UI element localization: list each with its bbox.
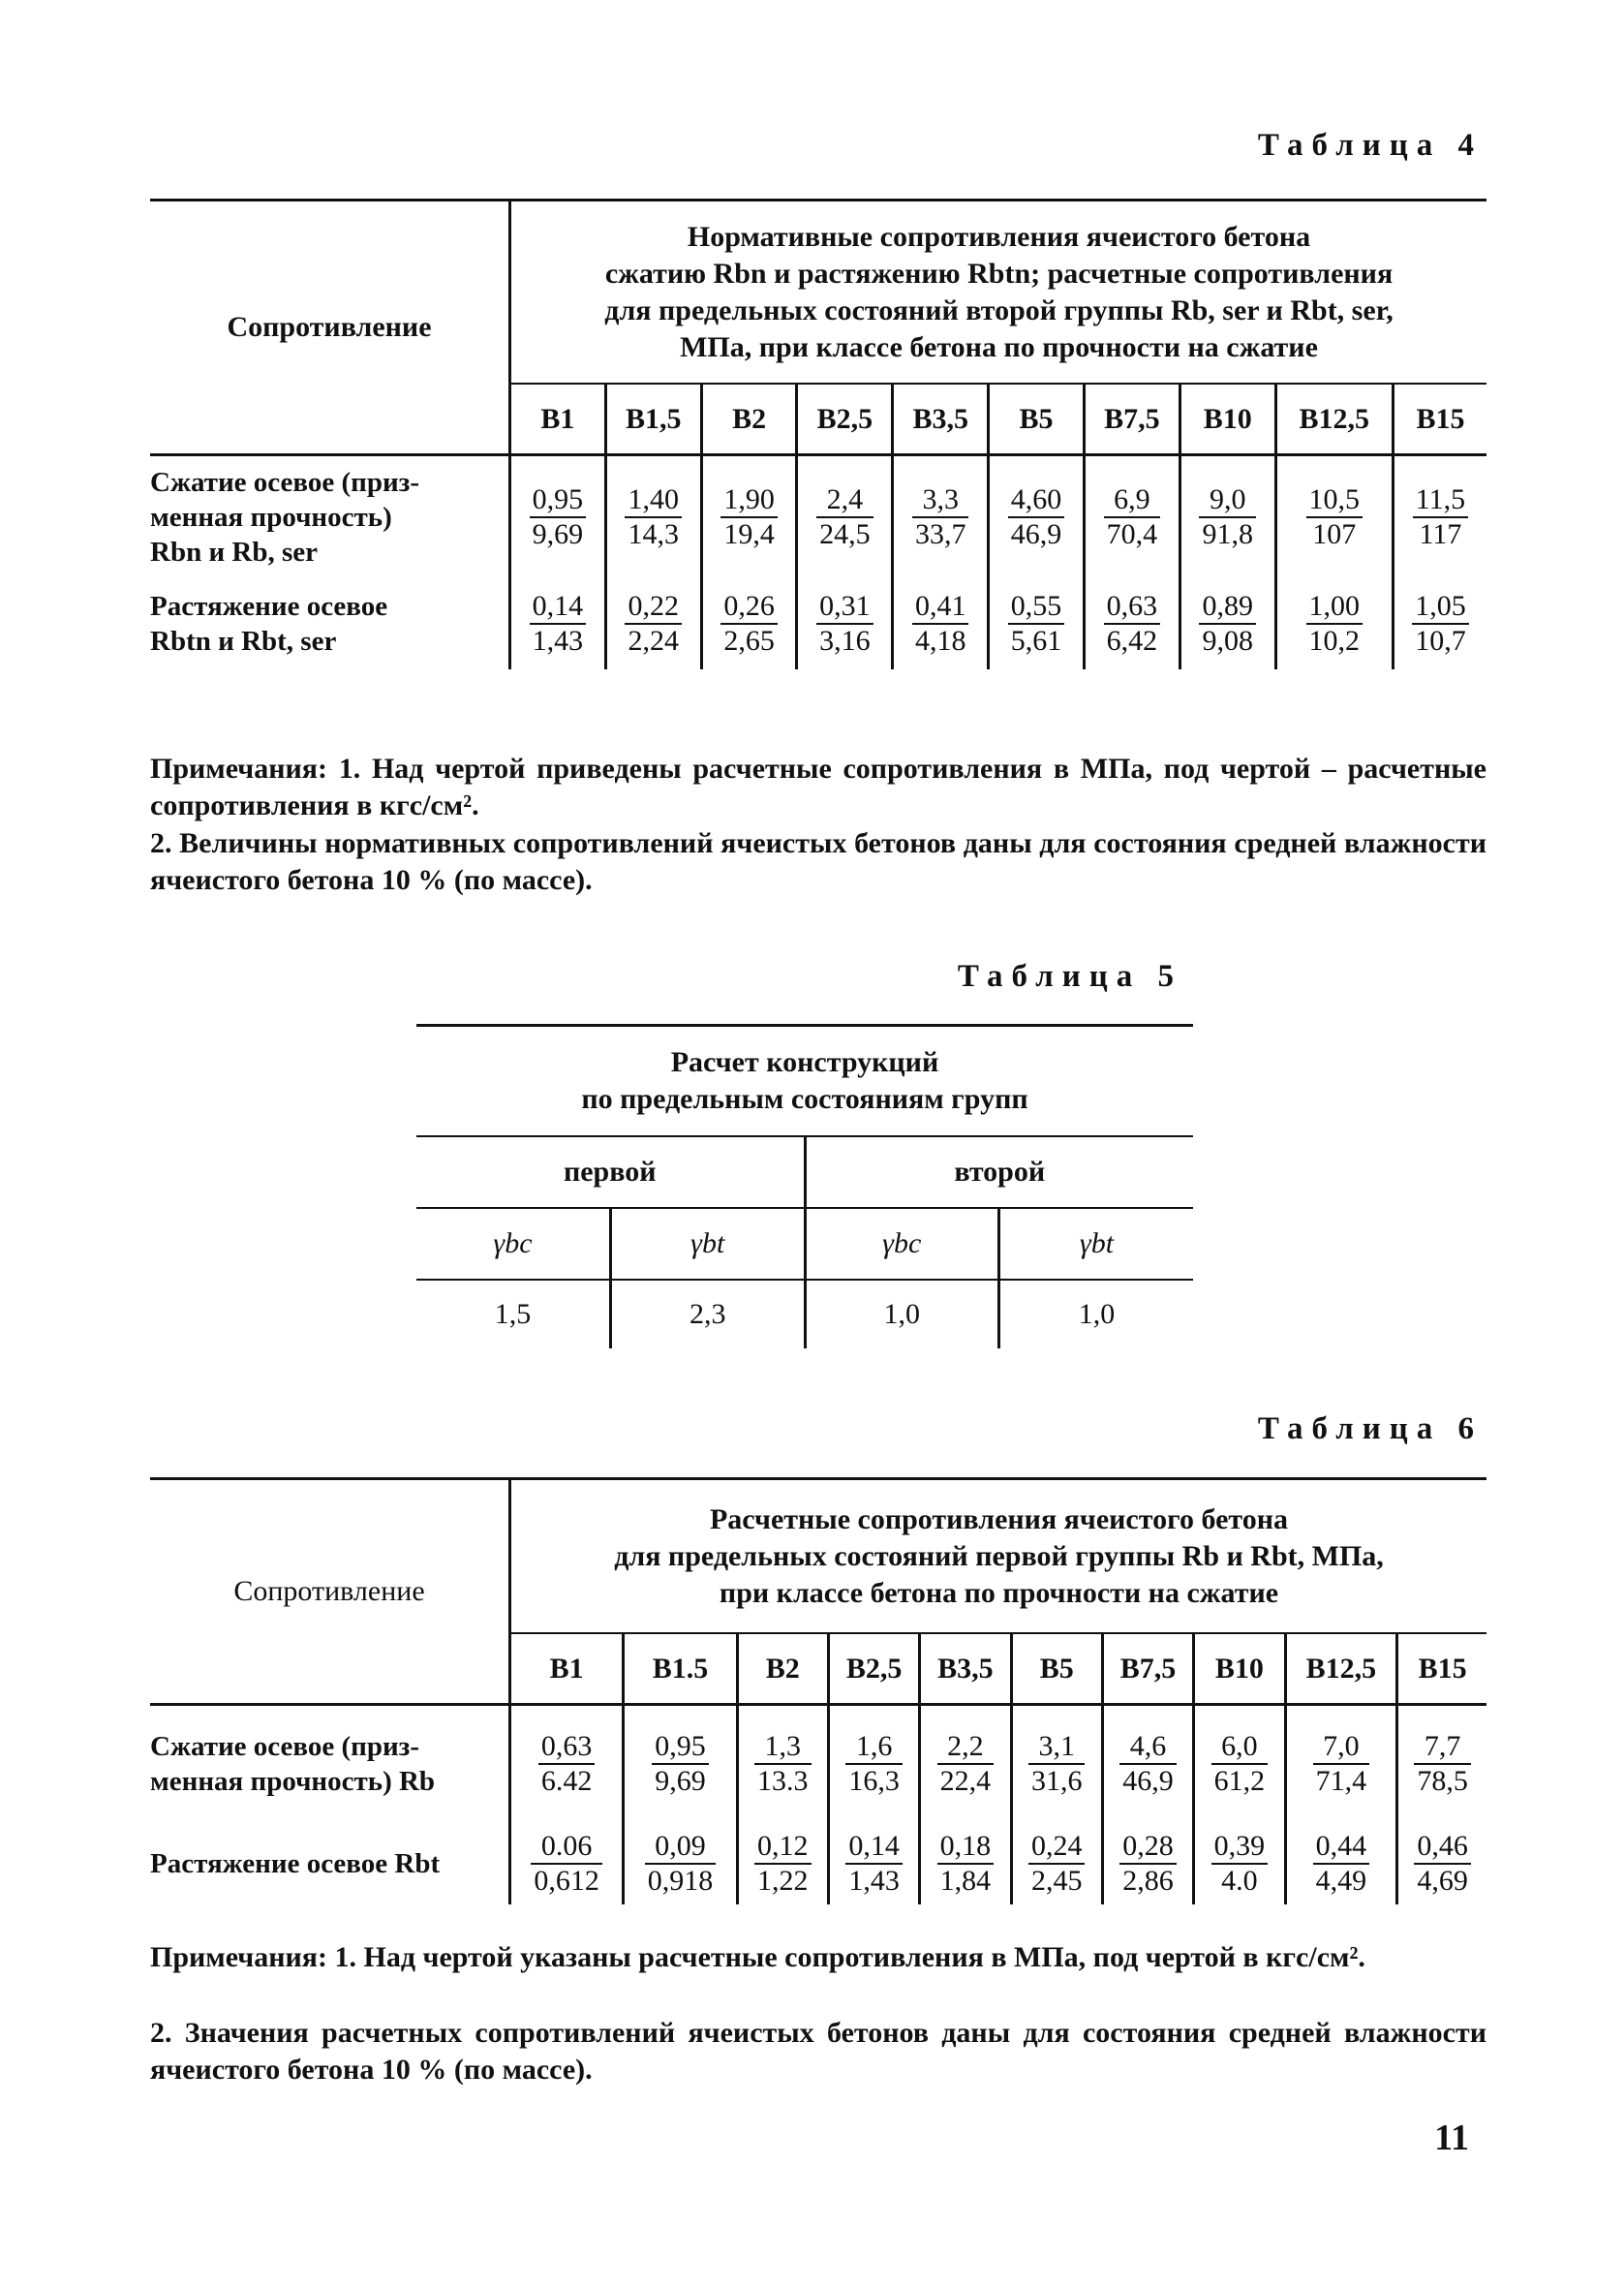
table4-value-cell — [1180, 577, 1275, 669]
table4-value-cell — [893, 577, 989, 669]
table4-fraction — [1199, 483, 1256, 551]
table4-value-kgf: 5,61 — [1010, 624, 1062, 657]
table5-group-first: первой — [563, 1156, 657, 1188]
table6-class-header: B5 — [1011, 1633, 1102, 1704]
table6-value-mpa: 0,39 — [1211, 1830, 1269, 1865]
table5-coef: γbc — [805, 1208, 999, 1280]
table6-value-cell — [1194, 1822, 1285, 1904]
table4 — [150, 199, 1486, 669]
table4-value-mpa: 0,55 — [1008, 590, 1065, 625]
table4-fraction — [1413, 483, 1468, 551]
table5-coef: γbc — [493, 1227, 533, 1259]
table4-class-header: B5 — [989, 384, 1085, 454]
table4-value-kgf: 107 — [1312, 517, 1357, 550]
table4-class-header: B2,5 — [797, 384, 893, 454]
table4-value-mpa: 0,22 — [625, 590, 682, 625]
table6-value-kgf: 78,5 — [1417, 1765, 1468, 1797]
table6-class-header: B12,5 — [1285, 1633, 1397, 1704]
table6-fraction — [1313, 1830, 1370, 1898]
table6-value-mpa: 6,0 — [1211, 1730, 1269, 1765]
table4-value-cell — [797, 577, 893, 669]
table6-value-cell — [1397, 1822, 1486, 1904]
table6-value-kgf: 22,4 — [939, 1765, 992, 1797]
table5-value: 2,3 — [611, 1280, 806, 1348]
table6-value-cell — [920, 1705, 1011, 1823]
table6-class-header: B15 — [1397, 1633, 1486, 1704]
table6-value-cell — [1285, 1822, 1397, 1904]
table4-value-kgf: 2,24 — [628, 624, 679, 657]
table4-value-mpa: 0,89 — [1199, 590, 1256, 625]
table5-value: 1,0 — [999, 1280, 1194, 1348]
table4-fraction — [816, 483, 873, 551]
table6-value-cell — [1285, 1705, 1397, 1823]
table6-value-kgf: 1,84 — [939, 1864, 992, 1897]
table4-value-mpa: 0,26 — [720, 590, 778, 625]
table4-value-kgf: 4,18 — [914, 624, 966, 657]
table4-row-label-line: Сжатие осевое (приз- — [150, 466, 419, 498]
table4-row-label-line: Rbtn и Rbt, ser — [150, 625, 337, 657]
table4-class-header: B2 — [701, 384, 797, 454]
table6-value-mpa: 0,14 — [845, 1830, 903, 1865]
table4-value-mpa: 9,0 — [1199, 483, 1256, 518]
table6-value-cell — [1397, 1705, 1486, 1823]
table6-class-header: B3,5 — [920, 1633, 1011, 1704]
table6-value-mpa: 4,6 — [1119, 1730, 1177, 1765]
table6-value-kgf: 0,918 — [647, 1864, 714, 1897]
table4-note-1: Примечания: 1. Над чертой приведены расчетные сопротивления в МПа, под чертой – расчетные сопротивления в кгс/см². — [150, 753, 1486, 821]
table6-value-mpa: 0.06 — [531, 1830, 602, 1865]
table4-value-kgf: 33,7 — [914, 517, 966, 550]
table6-value-kgf: 2,86 — [1122, 1864, 1174, 1897]
table6-fraction — [1414, 1730, 1471, 1798]
table6-row-header: Сопротивление — [150, 1479, 510, 1705]
table4-class-header: B15 — [1393, 384, 1486, 454]
table5 — [416, 1024, 1193, 1348]
table6-value-kgf: 4,49 — [1315, 1864, 1367, 1897]
table4-fraction — [720, 483, 778, 551]
table6-row-label-line: менная прочность) Rb — [150, 1766, 436, 1797]
table4-fraction — [816, 590, 873, 658]
table6-fraction — [538, 1730, 596, 1798]
table6-header-line: при классе бетона по прочности на сжатие — [719, 1576, 1279, 1609]
table4-value-mpa: 4,60 — [1008, 483, 1065, 518]
table6-value-cell — [510, 1822, 624, 1904]
table6-value-mpa: 0,09 — [645, 1830, 717, 1865]
table6-value-kgf: 2,45 — [1030, 1864, 1083, 1897]
table6-fraction — [754, 1830, 812, 1898]
table6-header-line: Расчетные сопротивления ячеистого бетона — [709, 1502, 1289, 1535]
table6-value-kgf: 9,69 — [655, 1765, 706, 1797]
table4-fraction — [1008, 590, 1065, 658]
table4-value-cell — [605, 455, 701, 578]
table6-value-mpa: 3,1 — [1028, 1730, 1086, 1765]
table6-value-mpa: 7,7 — [1414, 1730, 1471, 1765]
table4-value-mpa: 1,90 — [720, 483, 778, 518]
table5-value: 1,0 — [805, 1280, 999, 1348]
table6-note-2: 2. Значения расчетных сопротивлений ячеистых бетонов даны для состояния средней влажности ячеистого бетона 10 % (по массе). — [150, 2017, 1486, 2086]
table6-fraction — [1028, 1830, 1086, 1898]
table6-value-mpa: 0,63 — [538, 1730, 596, 1765]
table6-class-header: B2,5 — [828, 1633, 919, 1704]
table5-coef: γbt — [611, 1208, 806, 1280]
table6-value-kgf: 71,4 — [1315, 1765, 1367, 1797]
table6-value-kgf: 16,3 — [848, 1765, 900, 1797]
table6-class-header: B2 — [737, 1633, 828, 1704]
table4-value-cell — [701, 577, 797, 669]
table5-coef: γbt — [999, 1208, 1194, 1280]
table6-value-cell — [828, 1822, 919, 1904]
table6-value-kgf: 61,2 — [1213, 1765, 1266, 1797]
table6-value-kgf: 4.0 — [1221, 1864, 1258, 1897]
table4-fraction — [530, 590, 587, 658]
table6-value-cell — [1011, 1822, 1102, 1904]
table6-value-kgf: 6.42 — [540, 1765, 593, 1797]
table4-note-2: 2. Величины нормативных сопротивлений ячеистых бетонов даны для состояния средней влажности ячеистого бетона 10 % (по массе). — [150, 827, 1486, 896]
table6-value-mpa: 0,44 — [1313, 1830, 1370, 1865]
table6-value-cell — [737, 1705, 828, 1823]
table6-value-kgf: 1,22 — [757, 1864, 809, 1897]
table4-value-kgf: 10,2 — [1308, 624, 1361, 657]
table4-value-cell — [510, 455, 606, 578]
table6-fraction — [652, 1730, 709, 1798]
table6-value-kgf: 46,9 — [1122, 1765, 1174, 1797]
table4-value-mpa: 0,95 — [530, 483, 587, 518]
table4-row-label-line: Rbn и Rb, ser — [150, 536, 319, 568]
table4-fraction — [1008, 483, 1065, 551]
table4-value-cell — [1180, 455, 1275, 578]
table4-value-mpa: 1,05 — [1412, 590, 1469, 625]
table6-value-kgf: 1,43 — [848, 1864, 900, 1897]
table6-value-cell — [1194, 1705, 1285, 1823]
table6-row-label-line: Растяжение осевое Rbt — [150, 1847, 441, 1879]
table6-value-cell — [920, 1822, 1011, 1904]
table6-fraction — [937, 1830, 995, 1898]
table4-value-kgf: 10,7 — [1415, 624, 1466, 657]
table6-fraction — [1028, 1730, 1086, 1798]
table5-header-line: Расчет конструкций — [670, 1046, 939, 1078]
table4-value-kgf: 70,4 — [1106, 517, 1158, 550]
table6-row-label — [150, 1705, 510, 1823]
table6-caption: Таблица 6 — [1257, 1411, 1483, 1446]
table6-value-mpa: 1,3 — [754, 1730, 812, 1765]
table6-fraction — [1119, 1830, 1177, 1898]
table4-value-cell — [701, 455, 797, 578]
table4-value-kgf: 3,16 — [819, 624, 871, 657]
table6-value-cell — [624, 1822, 737, 1904]
table6-value-mpa: 7,0 — [1313, 1730, 1370, 1765]
table6-fraction — [754, 1730, 812, 1798]
table4-row-label — [150, 455, 510, 578]
table4-value-mpa: 6,9 — [1104, 483, 1161, 518]
table4-value-cell — [510, 577, 606, 669]
table6-value-mpa: 2,2 — [937, 1730, 995, 1765]
table4-fraction — [1199, 590, 1256, 658]
table4-value-cell — [1393, 577, 1486, 669]
table4-value-kgf: 24,5 — [819, 517, 871, 550]
table6-row-label — [150, 1822, 510, 1904]
table4-value-mpa: 0,41 — [912, 590, 969, 625]
table6-class-header: B10 — [1194, 1633, 1285, 1704]
table6-fraction — [1211, 1830, 1269, 1898]
table4-value-cell — [605, 577, 701, 669]
table6-fraction — [845, 1730, 903, 1798]
table6-value-cell — [1102, 1822, 1193, 1904]
table4-fraction — [1306, 590, 1364, 658]
table4-header-line: для предельных состояний второй группы Rb, ser и Rbt, ser, — [604, 294, 1394, 326]
table4-header-line: Нормативные сопротивления ячеистого бетона — [687, 220, 1311, 253]
table6-value-cell — [624, 1705, 737, 1823]
table4-value-cell — [989, 577, 1085, 669]
table4-value-mpa: 0,14 — [530, 590, 587, 625]
table6-value-mpa: 0,24 — [1028, 1830, 1086, 1865]
table4-class-header: B1 — [510, 384, 606, 454]
table4-row-label-line: Растяжение осевое — [150, 590, 388, 622]
table4-value-kgf: 9,69 — [532, 517, 584, 550]
table4-value-kgf: 1,43 — [532, 624, 584, 657]
table6-value-mpa: 0,28 — [1119, 1830, 1177, 1865]
table4-class-header: B7,5 — [1084, 384, 1180, 454]
table4-value-mpa: 10,5 — [1306, 483, 1364, 518]
table6-value-mpa: 0,12 — [754, 1830, 812, 1865]
table4-fraction — [912, 590, 969, 658]
table6-fraction — [845, 1830, 903, 1898]
table6-class-header: B1.5 — [624, 1633, 737, 1704]
table4-value-mpa: 3,3 — [912, 483, 969, 518]
table4-value-cell — [797, 455, 893, 578]
table4-value-kgf: 9,08 — [1202, 624, 1253, 657]
table6-value-kgf: 0,612 — [534, 1864, 599, 1897]
table4-value-cell — [989, 455, 1085, 578]
table4-fraction — [1412, 590, 1469, 658]
table6-fraction — [1119, 1730, 1177, 1798]
page-number: 11 — [1434, 2118, 1469, 2158]
table4-fraction — [625, 483, 682, 551]
table4-caption: Таблица 4 — [1257, 128, 1483, 163]
table6-value-kgf: 13.3 — [757, 1765, 809, 1797]
table6-value-cell — [1102, 1705, 1193, 1823]
table6-value-cell — [828, 1705, 919, 1823]
table4-class-header: B3,5 — [893, 384, 989, 454]
table6-value-mpa: 1,6 — [845, 1730, 903, 1765]
table6-value-mpa: 0,18 — [937, 1830, 995, 1865]
table6-fraction — [1414, 1830, 1471, 1898]
table4-class-header: B12,5 — [1275, 384, 1393, 454]
table4-value-kgf: 91,8 — [1202, 517, 1253, 550]
table4-value-mpa: 2,4 — [816, 483, 873, 518]
table4-value-mpa: 0,63 — [1104, 590, 1161, 625]
table4-value-kgf: 46,9 — [1010, 517, 1062, 550]
table4-value-mpa: 0,31 — [816, 590, 873, 625]
table6-fraction — [645, 1830, 717, 1898]
table4-value-kgf: 2,65 — [723, 624, 775, 657]
table6-fraction — [937, 1730, 995, 1798]
table6-fraction — [531, 1830, 602, 1898]
table6-column-header — [510, 1479, 1487, 1634]
table6-value-cell — [510, 1705, 624, 1823]
table4-row-header: Сопротивление — [150, 201, 510, 455]
table5-caption: Таблица 5 — [957, 959, 1182, 994]
table4-value-kgf: 19,4 — [723, 517, 775, 550]
table4-value-cell — [1275, 577, 1393, 669]
table6-note-1: Примечания: 1. Над чертой указаны расчетные сопротивления в МПа, под чертой в кгс/см². — [150, 1941, 1365, 1973]
table5-value: 1,5 — [494, 1298, 532, 1330]
table4-value-cell — [1084, 577, 1180, 669]
table4-fraction — [1306, 483, 1364, 551]
table6-class-header: B7,5 — [1102, 1633, 1193, 1704]
table6-fraction — [1211, 1730, 1269, 1798]
table4-fraction — [625, 590, 682, 658]
table5-group-second: второй — [805, 1136, 1193, 1208]
table4-value-cell — [1393, 455, 1486, 578]
table4-fraction — [530, 483, 587, 551]
table4-class-header: B1,5 — [605, 384, 701, 454]
table4-value-mpa: 11,5 — [1413, 483, 1468, 518]
table6-class-header: B1 — [510, 1633, 624, 1704]
table5-header — [416, 1026, 1193, 1137]
table4-value-kgf: 117 — [1419, 517, 1462, 550]
table4-class-header: B10 — [1180, 384, 1275, 454]
table4-row-label — [150, 577, 510, 669]
table6-value-mpa: 0,95 — [652, 1730, 709, 1765]
table4-value-cell — [1275, 455, 1393, 578]
table4-fraction — [1104, 590, 1161, 658]
table4-fraction — [1104, 483, 1161, 551]
table6-header-line: для предельных состояний первой группы Rb и Rbt, МПа, — [614, 1539, 1384, 1572]
table4-fraction — [912, 483, 969, 551]
table6-value-cell — [1011, 1705, 1102, 1823]
table4-value-cell — [893, 455, 989, 578]
table6-row-label-line: Сжатие осевое (приз- — [150, 1731, 419, 1762]
table4-value-kgf: 14,3 — [628, 517, 679, 550]
table4-value-mpa: 1,00 — [1306, 590, 1364, 625]
table4-column-header — [510, 201, 1487, 385]
table6 — [150, 1477, 1486, 1904]
table4-header-line: сжатию Rbn и растяжению Rbtn; расчетные сопротивления — [604, 257, 1394, 290]
table4-header-line: МПа, при классе бетона по прочности на сжатие — [680, 330, 1318, 363]
table4-value-cell — [1084, 455, 1180, 578]
table6-value-kgf: 4,69 — [1417, 1864, 1468, 1897]
table6-value-kgf: 31,6 — [1030, 1765, 1083, 1797]
table4-fraction — [720, 590, 778, 658]
table4-row-label-line: менная прочность) — [150, 501, 392, 533]
table4-value-mpa: 1,40 — [625, 483, 682, 518]
table6-value-mpa: 0,46 — [1414, 1830, 1471, 1865]
table6-fraction — [1313, 1730, 1370, 1798]
table4-value-kgf: 6,42 — [1106, 624, 1158, 657]
table5-header-line: по предельным состояниям групп — [581, 1083, 1028, 1115]
table6-value-cell — [737, 1822, 828, 1904]
